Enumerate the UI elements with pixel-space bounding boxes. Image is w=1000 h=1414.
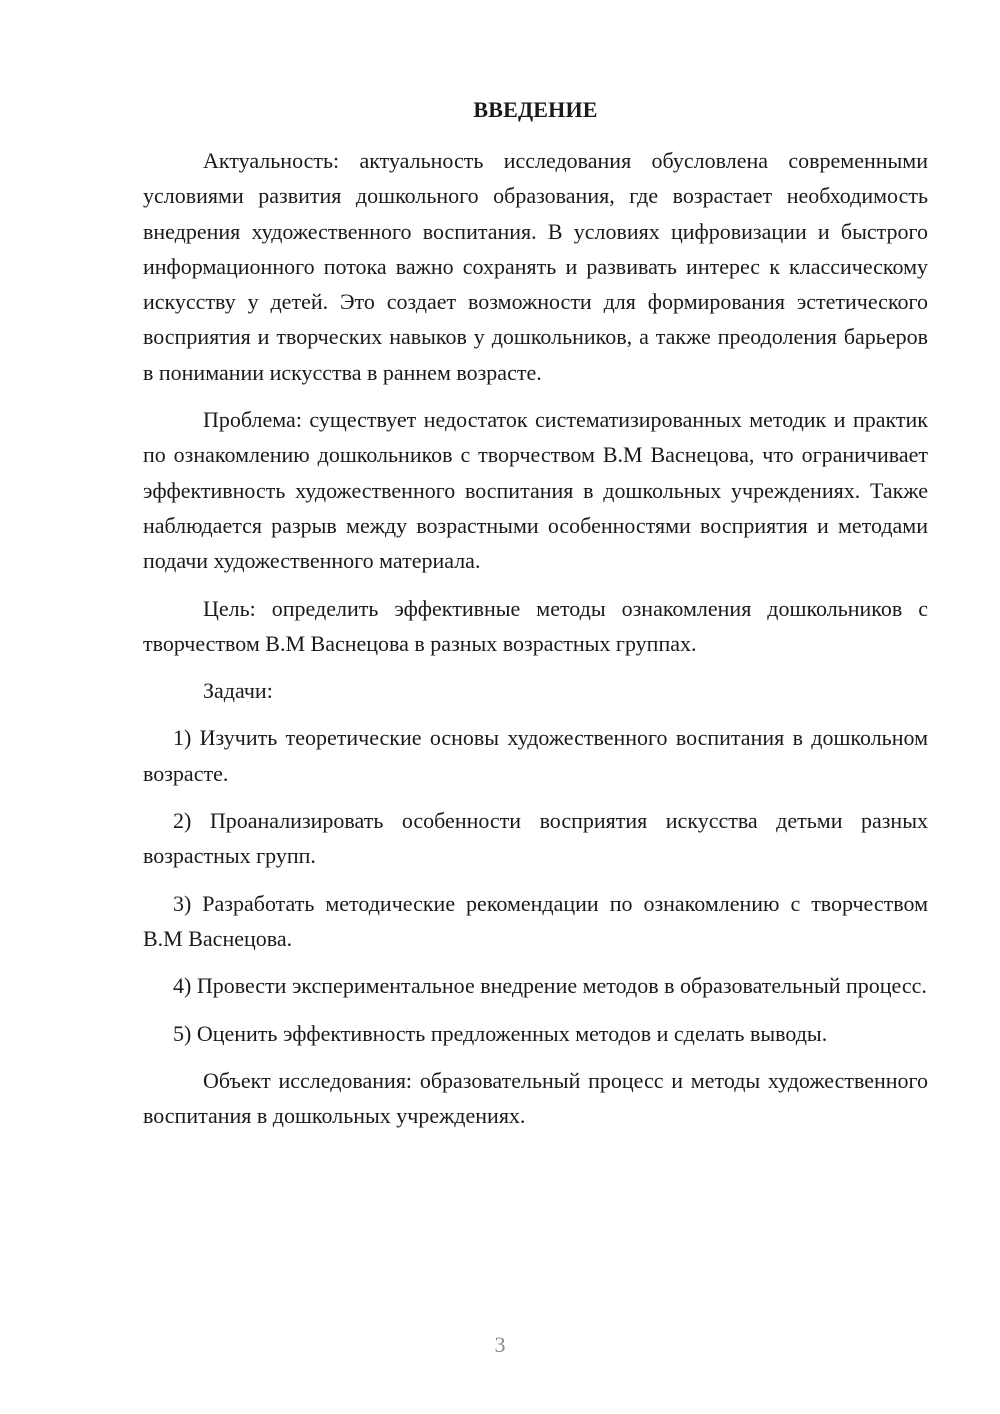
task-item-3: 3) Разработать методические рекомендации по ознакомлению с творчеством В.М Васнецова. (143, 890, 928, 951)
task-item-2: 2) Проанализировать особенности восприятия искусства детьми разных возрастных групп. (143, 808, 928, 869)
page-number: 3 (494, 1332, 506, 1357)
task-item-5: 5) Оценить эффективность предложенных методов и сделать выводы. (173, 1020, 828, 1046)
section-heading: ВВЕДЕНИЕ (473, 97, 598, 122)
goal-paragraph: Цель: определить эффективные методы ознакомления дошкольников с творчеством В.М Васнецова в разных возрастных группах. (143, 595, 928, 656)
object-paragraph: Объект исследования: образовательный процесс и методы художественного воспитания в дошкольных учреждениях. (143, 1067, 928, 1129)
page-content (143, 95, 928, 1145)
tasks-label: Задачи: (203, 678, 273, 704)
task-item-4: 4) Провести экспериментальное внедрение методов в образовательный процесс. (173, 973, 927, 999)
relevance-paragraph: Актуальность: актуальность исследования обусловлена современными условиями развития дошкольного образования, где возрастает необходимость внедрения художественного воспитания. В условиях цифровизации и быстрого информационного потока важно сохранять и развивать интерес к классическому искусству у детей. Это создает возможности для формирования эстетического восприятия и творческих навыков у дошкольников, а также преодоления барьеров в понимании искусства в раннем возрасте. (143, 148, 928, 385)
task-item-1: 1) Изучить теоретические основы художественного воспитания в дошкольном возрасте. (143, 725, 928, 786)
problem-paragraph: Проблема: существует недостаток систематизированных методик и практик по ознакомлению дошкольников с творчеством В.М Васнецова, что ограничивает эффективность художественного воспитания в дошкольных учреждениях. Также наблюдается разрыв между возрастными особенностями восприятия и методами подачи художественного материала. (143, 407, 928, 574)
